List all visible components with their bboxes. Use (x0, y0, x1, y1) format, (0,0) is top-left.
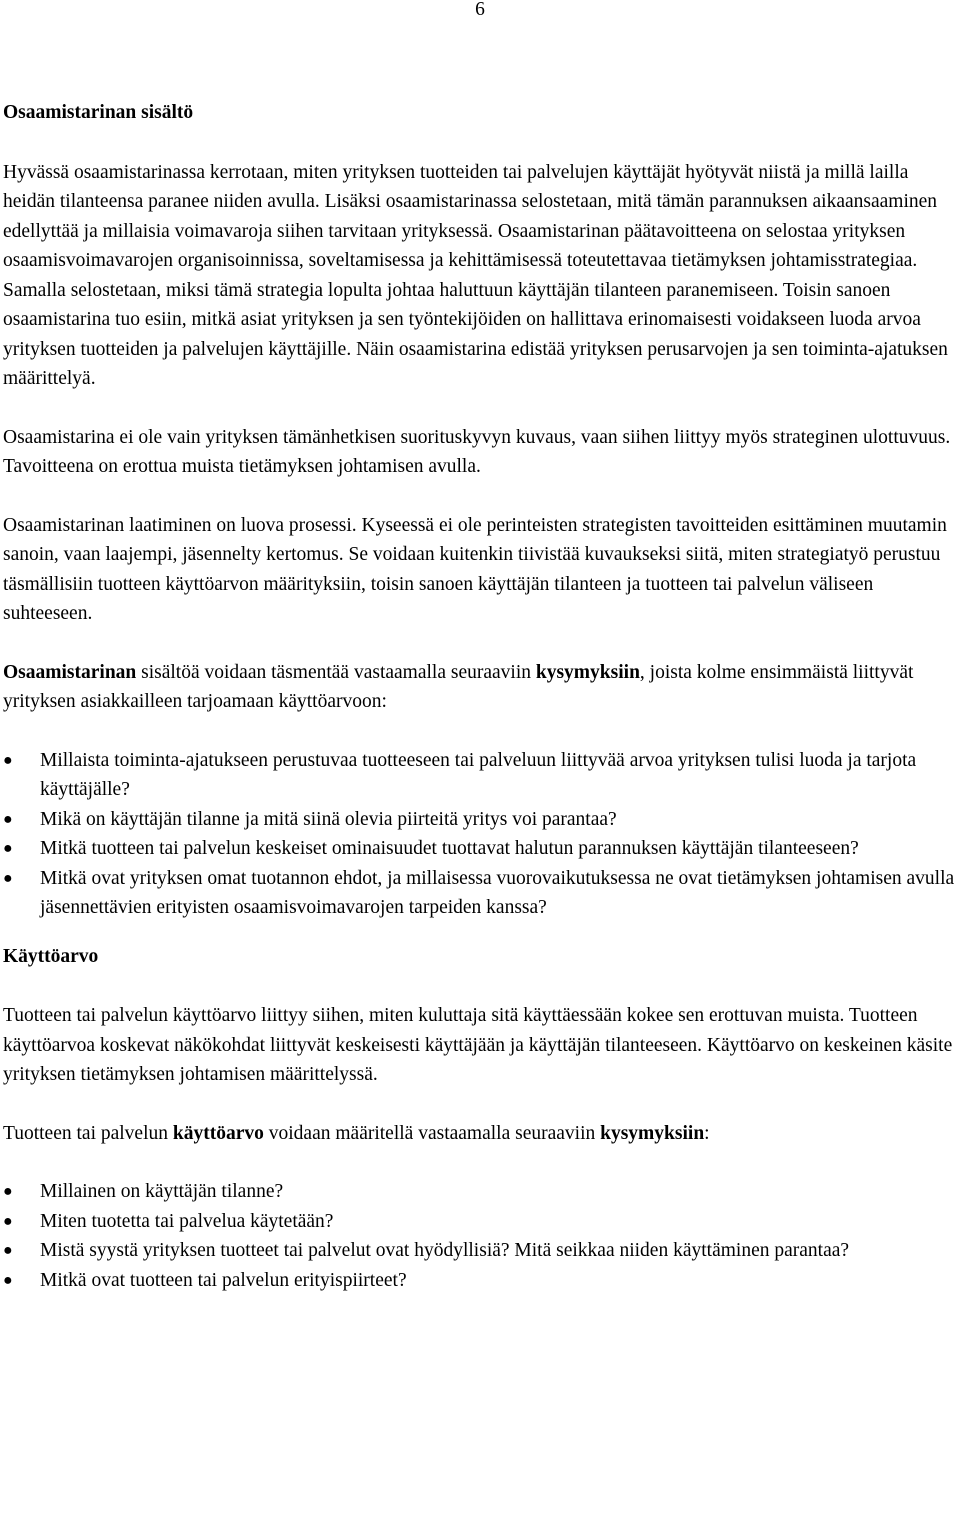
list-item: ● Millainen on käyttäjän tilanne? (3, 1177, 959, 1207)
bullet-icon: ● (3, 751, 13, 769)
bold-term-kayttoarvo: käyttöarvo (172, 1122, 264, 1144)
bullet-icon: ● (3, 1242, 13, 1259)
bold-term-kysymyksiin: kysymyksiin (600, 1122, 705, 1144)
bullet-icon: ● (3, 840, 13, 857)
section-heading-kayttoarvo: Käyttöarvo (3, 945, 99, 967)
paragraph-kayttoarvo-questions-intro: Tuotteen tai palvelun käyttöarvo voidaan määritellä vastaamalla seuraaviin kysymyksiin: (3, 1122, 710, 1144)
paragraph-kayttoarvo-definition: Tuotteen tai palvelun käyttöarvo liittyy siihen, miten kuluttaja sitä käyttäessään kokee sen erottuvan muista. Tuotteen käyttöarvoa koskevat näkökohdat liittyvät keskeisesti käyttäjään ja käyttäjän tilanteeseen. Käyttöarvo on keskeinen käsite yrityksen tietämyksen johtamisen määrittelyssä. (3, 1005, 953, 1085)
bullet-icon: ● (3, 869, 13, 887)
paragraph-creative-process: Osaamistarinan laatiminen on luova prosessi. Kyseessä ei ole perinteisten strategisten tavoitteiden esittäminen muutamin sanoin, vaan laajempi, jäsennelty kertomus. Se voidaan kuitenkin tiivistää kuvaukseksi siitä, miten strategiatyö perustuu täsmällisiin tuotteen käyttöarvon määrityksiin, toisin sanoen käyttäjän tilanteen ja tuotteen tai palvelun väliseen suhteeseen. (3, 514, 947, 624)
question-list-kayttoarvo (3, 1177, 959, 1295)
paragraph-intro: Hyvässä osaamistarinassa kerrotaan, miten yrityksen tuotteiden tai palvelujen käyttäjät hyötyvät niistä ja millä lailla heidän tilanteensa paranee niiden avulla. Lisäksi osaamistarinassa selostetaan, mitä tämän parannuksen aikaansaaminen edellyttää ja millaisia voimavaroja siihen tarvitaan yrityksessä. Osaamistarinan päätavoitteena on selostaa yrityksen osaamisvoimavarojen organisoinnissa, soveltamisessa ja kehittämisessä toteutettavaa tietämyksen johtamisstrategiaa. Samalla selostetaan, miksi tämä strategia lopulta johtaa haluttuun käyttäjän tilanteen paranemiseen. Toisin sanoen osaamistarina tuo esiin, mitkä asiat yrityksen ja sen työntekijöiden on hallittava erinomaisesti voidakseen luoda arvoa yrityksen tuotteiden ja palvelujen käyttäjille. Näin osaamistarina edistää yrityksen perusarvojen ja sen toiminta-ajatuksen määrittelyä. (3, 161, 948, 389)
page-number: 6 (475, 0, 485, 20)
list-item: ● Millaista toiminta-ajatukseen perustuvaa tuotteeseen tai palveluun liittyvää arvoa yrityksen tulisi luoda ja tarjota käyttäjälle? (3, 746, 959, 805)
bullet-icon: ● (3, 1183, 13, 1200)
list-item: ● Mitkä ovat tuotteen tai palvelun erityispiirteet? (3, 1266, 959, 1296)
bullet-icon: ● (3, 1271, 13, 1289)
list-item: ● Miten tuotetta tai palvelua käytetään? (3, 1207, 959, 1237)
document-body (3, 98, 959, 1295)
question-list-osaamistarina (3, 746, 959, 923)
list-item: ● Mistä syystä yrityksen tuotteet tai palvelut ovat hyödyllisiä? Mitä seikkaa niiden käyttäminen parantaa? (3, 1236, 959, 1266)
list-item: ● Mitkä tuotteen tai palvelun keskeiset ominaisuudet tuottavat halutun parannuksen käyttäjän tilanteeseen? (3, 834, 959, 864)
bold-term-osaamistarinan: Osaamistarinan (3, 661, 137, 683)
paragraph-strategic-dimension: Osaamistarina ei ole vain yrityksen tämänhetkisen suorituskyvyn kuvaus, vaan siihen liittyy myös strateginen ulottuvuus. Tavoitteena on erottua muista tietämyksen johtamisen avulla. (3, 426, 951, 477)
bold-term-kysymyksiin: kysymyksiin (535, 661, 640, 683)
bullet-icon: ● (3, 1212, 13, 1230)
section-heading-osaamistarinan-sisalto: Osaamistarinan sisältö (3, 102, 194, 123)
list-item: ● Mitkä ovat yrityksen omat tuotannon ehdot, ja millaisessa vuorovaikutuksessa ne ovat tietämyksen johtamisen avulla jäsennettävien erityisten osaamisvoimavarojen tarpeiden kanssa? (3, 864, 959, 923)
paragraph-questions-intro: Osaamistarinan sisältöä voidaan täsmentää vastaamalla seuraaviin kysymyksiin, joista kolme ensimmäistä liittyvät yrityksen asiakkailleen tarjoamaan käyttöarvoon: (3, 661, 914, 712)
bullet-icon: ● (3, 810, 13, 828)
list-item: ● Mikä on käyttäjän tilanne ja mitä siinä olevia piirteitä yritys voi parantaa? (3, 805, 959, 835)
